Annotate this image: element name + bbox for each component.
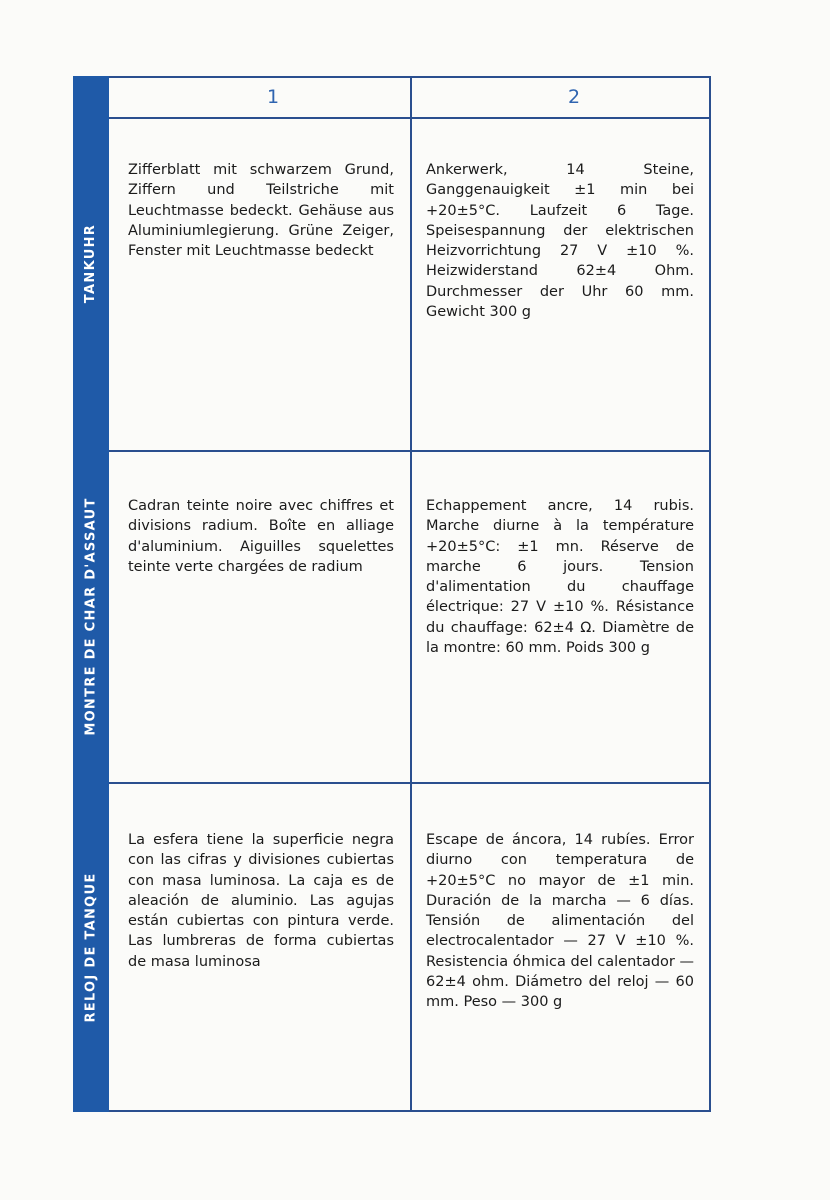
table-right-rule xyxy=(709,76,711,1112)
row-label-tankuhr: TANKUHR xyxy=(83,223,99,303)
cell-reloj-specs: Escape de áncora, 14 rubíes. Error diurno con temperatura de +20±5°C no mayor de ±1 min. Duración de la marcha — 6 días. Tensión de alimentación del electrocalentador — 27 V ±10 %. Resistencia óhmica del calentador — 62±4 ohm. Diámetro del reloj — 60 mm. Peso — 300 g xyxy=(426,832,694,1011)
cell-montre-description: Cadran teinte noire avec chiffres et divisions radium. Boîte en alliage d'aluminium. Aiguilles squelettes teinte verte chargées de radium xyxy=(128,498,394,575)
cell-montre-specs: Echappement ancre, 14 rubis. Marche diurne à la température +20±5°C: ±1 mn. Réserve de marche 6 jours. Tension d'alimentation du chauffage électrique: 27 V ±10 %. Résistance du chauffage: 62±4 Ω. Diamètre de la montre: 60 mm. Poids 300 g xyxy=(426,498,694,657)
column-header-2: 2 xyxy=(567,86,581,108)
row-label-band xyxy=(73,76,109,1112)
row-label-reloj: RELOJ DE TANQUE xyxy=(83,871,99,1023)
cell-tankuhr-description: Zifferblatt mit schwarzem Grund, Ziffern und Teilstriche mit Leuchtmasse bedeckt. Gehäuse aus Aluminiumlegierung. Grüne Zeiger, Fenster mit Leuchtmasse bedeckt xyxy=(128,162,394,260)
cell-reloj-description: La esfera tiene la superficie negra con las cifras y divisiones cubiertas con masa luminosa. La caja es de aleación de aluminio. Las agujas están cubiertas con pintura verde. Las lumbreras de forma cubiertas de masa luminosa xyxy=(128,832,394,970)
column-header-1: 1 xyxy=(266,86,280,108)
column-divider xyxy=(410,76,412,1112)
row-label-montre: MONTRE DE CHAR D'ASSAUT xyxy=(83,496,99,736)
cell-tankuhr-specs: Ankerwerk, 14 Steine, Ganggenauigkeit ±1 min bei +20±5°C. Laufzeit 6 Tage. Speisespannung der elektrischen Heizvorrichtung 27 V ±10 %. Heizwiderstand 62±4 Ohm. Durchmesser der Uhr 60 mm. Gewicht 300 g xyxy=(426,162,694,321)
